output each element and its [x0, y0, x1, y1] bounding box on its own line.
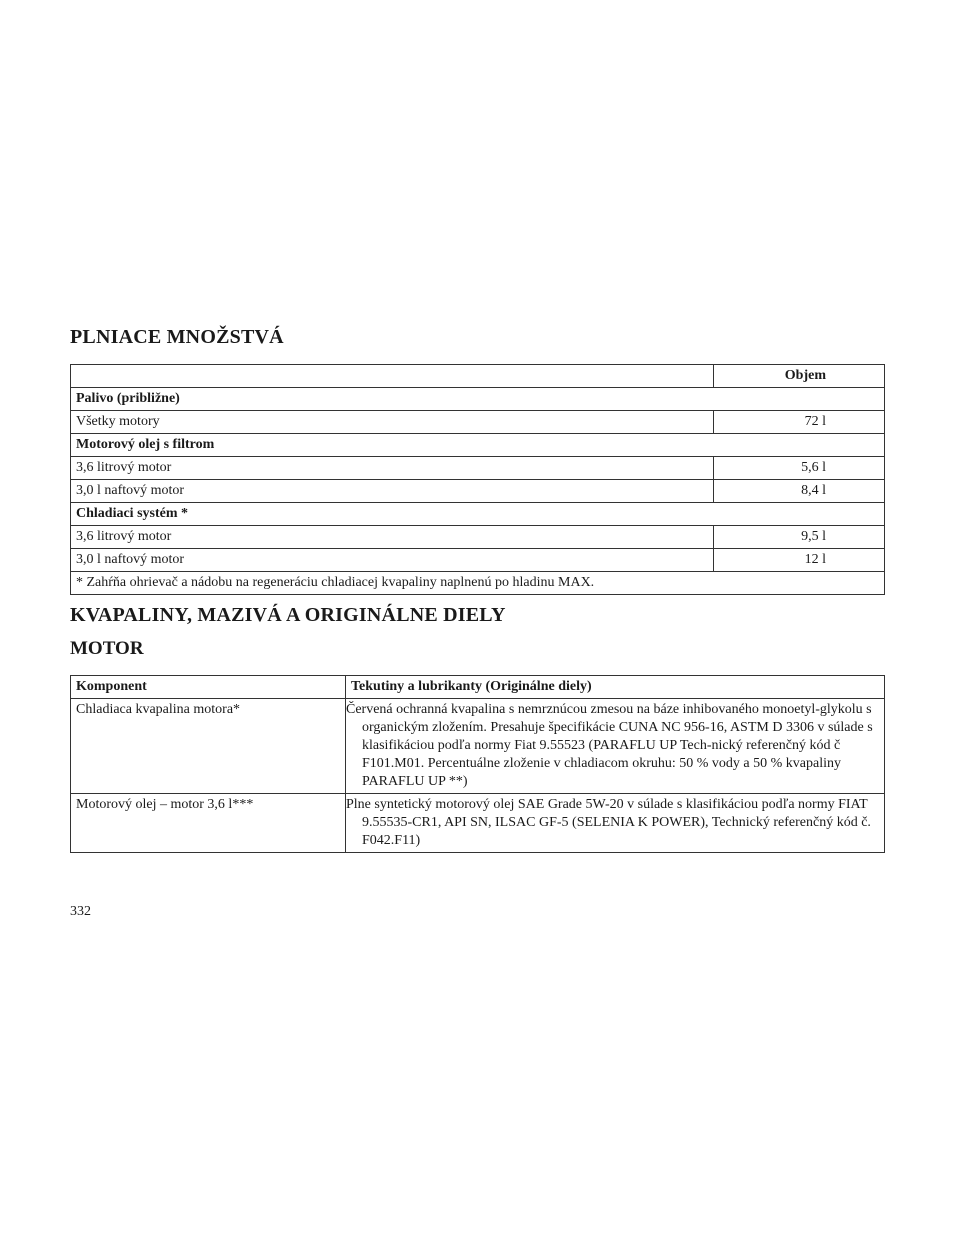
section-title-fluids: KVAPALINY, MAZIVÁ A ORIGINÁLNE DIELY — [70, 604, 506, 626]
section-title-capacities: PLNIACE MNOŽSTVÁ — [70, 326, 284, 348]
table-row-group — [71, 434, 885, 457]
item-value: 5,6 l — [714, 457, 885, 480]
table-row — [71, 457, 885, 480]
header-volume: Objem — [714, 365, 885, 388]
item-label: 3,0 l naftový motor — [71, 549, 714, 572]
group-label: Palivo (približne) — [71, 388, 885, 411]
item-value: 8,4 l — [714, 480, 885, 503]
table-header-row — [71, 676, 885, 699]
page-number: 332 — [70, 904, 91, 919]
subsection-title-motor: MOTOR — [70, 638, 144, 659]
table-row — [71, 411, 885, 434]
group-label: Chladiaci systém * — [71, 503, 885, 526]
table-row — [71, 549, 885, 572]
item-label: Všetky motory — [71, 411, 714, 434]
item-label: 3,0 l naftový motor — [71, 480, 714, 503]
item-value: 9,5 l — [714, 526, 885, 549]
table-row — [71, 526, 885, 549]
header-component: Komponent — [71, 676, 346, 699]
table-row — [71, 480, 885, 503]
capacities-table — [70, 364, 885, 595]
table-row — [71, 699, 885, 794]
component-cell: Chladiaca kvapalina motora* — [71, 699, 346, 794]
fluids-table — [70, 675, 885, 853]
group-label: Motorový olej s filtrom — [71, 434, 885, 457]
footnote: * Zahŕňa ohrievač a nádobu na regeneráciu chladiacej kvapaliny naplnenú po hladinu MAX. — [71, 572, 885, 595]
item-value: 72 l — [714, 411, 885, 434]
item-label: 3,6 litrový motor — [71, 457, 714, 480]
table-header-row — [71, 365, 885, 388]
table-row-note — [71, 572, 885, 595]
spec-cell: Plne syntetický motorový olej SAE Grade 5W-20 v súlade s klasifikáciou podľa normy FIAT 9.55535-CR1, API SN, ILSAC GF-5 (SELENIA K POWER), Technický referenčný kód č. F042.F11) — [346, 794, 885, 853]
header-fluids: Tekutiny a lubrikanty (Originálne diely) — [346, 676, 885, 699]
table-row-group — [71, 503, 885, 526]
table-row — [71, 794, 885, 853]
header-empty-cell — [71, 365, 714, 388]
item-value: 12 l — [714, 549, 885, 572]
spec-cell: Červená ochranná kvapalina s nemrznúcou zmesou na báze inhibovaného monoetyl-glykolu s organickým zložením. Presahuje špecifikácie CUNA NC 956-16, ASTM D 3306 v súlade s klasifikáciou podľa normy Fiat 9.55523 (PARAFLU UP Tech-nický referenčný kód č F101.M01. Percentuálne zloženie v chladiacom okruhu: 50 % vody a 50 % kvapaliny PARAFLU UP **) — [346, 699, 885, 794]
item-label: 3,6 litrový motor — [71, 526, 714, 549]
table-row-group — [71, 388, 885, 411]
component-cell: Motorový olej – motor 3,6 l*** — [71, 794, 346, 853]
